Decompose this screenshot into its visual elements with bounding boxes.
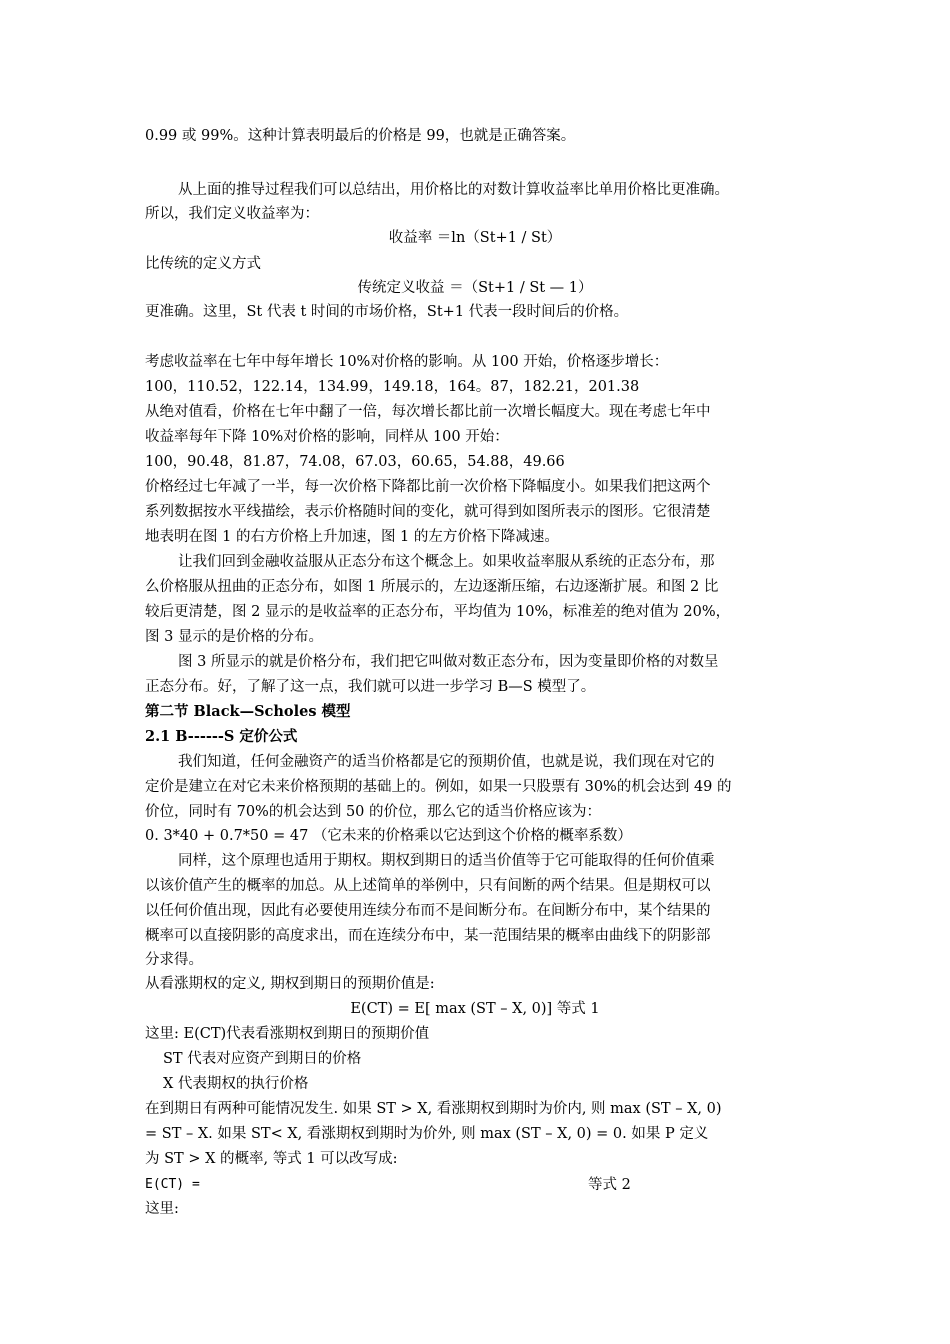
paragraph-line: 以任何价值出现，因此有必要使用连续分布而不是间断分布。在间断分布中，某个结果的 xyxy=(145,903,711,919)
paragraph-line: 概率可以直接阴影的高度求出，而在连续分布中，某一范围结果的概率由曲线下的阴影部 xyxy=(145,928,711,944)
equation-2-label: 等式 2 xyxy=(588,1177,631,1193)
paragraph-line: 为 ST > X 的概率, 等式 1 可以改写成: xyxy=(145,1151,398,1167)
paragraph-line: 价位，同时有 70%的机会达到 50 的价位，那么它的适当价格应该为： xyxy=(145,804,602,820)
formula-return-rate: 收益率 ＝ln（St+1 / St） xyxy=(388,230,562,246)
paragraph-line: 图 3 显示的是价格的分布。 xyxy=(145,629,323,645)
paragraph-line: 从上面的推导过程我们可以总结出，用价格比的对数计算收益率比单用价格比更准确。 xyxy=(178,182,729,198)
paragraph-line: 以该价值产生的概率的加总。从上述简单的举例中，只有间断的两个结果。但是期权可以 xyxy=(145,878,711,894)
definition-line: ST 代表对应资产到期日的价格 xyxy=(163,1051,362,1067)
paragraph-line: 比传统的定义方式 xyxy=(145,256,261,272)
paragraph-line: 分求得。 xyxy=(145,952,203,968)
paragraph-line: 更准确。这里，St 代表 t 时间的市场价格，St+1 代表一段时间后的价格。 xyxy=(145,304,629,320)
definition-line: X 代表期权的执行价格 xyxy=(163,1076,309,1092)
paragraph-line: 在到期日有两种可能情况发生. 如果 ST > X, 看涨期权到期时为价内, 则 max (ST – X, 0) xyxy=(145,1101,722,1117)
paragraph-line: 收益率每年下降 10%对价格的影响，同样从 100 开始： xyxy=(145,429,509,445)
paragraph-line: 同样，这个原理也适用于期权。期权到期日的适当价值等于它可能取得的任何价值乘 xyxy=(178,853,715,869)
paragraph-line: 系列数据按水平线描绘，表示价格随时间的变化，就可得到如图所表示的图形。它很清楚 xyxy=(145,504,711,520)
paragraph-line: 这里: xyxy=(145,1201,179,1217)
number-series: 100，90.48，81.87，74.08，67.03，60.65，54.88，49.66 xyxy=(145,454,565,470)
formula-expected-value: 0. 3*40 + 0.7*50 = 47 （它未来的价格乘以它达到这个价格的概率系数） xyxy=(145,828,632,844)
paragraph-line: 地表明在图 1 的右方价格上升加速，图 1 的左方价格下降减速。 xyxy=(145,529,559,545)
paragraph-line: = ST – X. 如果 ST< X, 看涨期权到期时为价外, 则 max (ST – X, 0) = 0. 如果 P 定义 xyxy=(145,1126,709,1142)
section-heading: 第二节 Black—Scholes 模型 xyxy=(145,703,351,720)
paragraph-line: 定价是建立在对它未来价格预期的基础上的。例如，如果一只股票有 30%的机会达到 49 的 xyxy=(145,779,732,795)
subsection-heading: 2.1 B------S 定价公式 xyxy=(145,728,298,745)
paragraph-line: 这里: E(CT)代表看涨期权到期日的预期价值 xyxy=(145,1026,430,1042)
paragraph-line: 正态分布。好，了解了这一点，我们就可以进一步学习 B—S 模型了。 xyxy=(145,679,596,695)
paragraph-line: 考虑收益率在七年中每年增长 10%对价格的影响。从 100 开始，价格逐步增长： xyxy=(145,354,669,370)
paragraph-line: 所以，我们定义收益率为： xyxy=(145,206,319,222)
equation-2-lhs: E(CT) = xyxy=(145,1177,200,1192)
paragraph-line: 从看涨期权的定义, 期权到期日的预期价值是: xyxy=(145,976,435,992)
paragraph-line: 价格经过七年减了一半，每一次价格下降都比前一次价格下降幅度小。如果我们把这两个 xyxy=(145,479,711,495)
number-series: 100，110.52，122.14，134.99，149.18，164。87，182.21，201.38 xyxy=(145,379,640,395)
paragraph-line: 让我们回到金融收益服从正态分布这个概念上。如果收益率服从系统的正态分布，那 xyxy=(178,554,715,570)
paragraph-line: 么价格服从扭曲的正态分布，如图 1 所展示的，左边逐渐压缩，右边逐渐扩展。和图 2 比 xyxy=(145,579,719,595)
paragraph-line: 我们知道，任何金融资产的适当价格都是它的预期价值，也就是说，我们现在对它的 xyxy=(178,754,715,770)
equation-1: E(CT) = E[ max (ST – X, 0)] 等式 1 xyxy=(350,1001,600,1017)
paragraph-line: 图 3 所显示的就是价格分布，我们把它叫做对数正态分布，因为变量即价格的对数呈 xyxy=(178,654,719,670)
paragraph-line: 较后更清楚，图 2 显示的是收益率的正态分布，平均值为 10%，标准差的绝对值为 20%， xyxy=(145,604,731,620)
formula-traditional-return: 传统定义收益 ＝（St+1 / St — 1） xyxy=(357,280,593,296)
paragraph-line: 0.99 或 99%。这种计算表明最后的价格是 99，也就是正确答案。 xyxy=(145,128,576,144)
paragraph-line: 从绝对值看，价格在七年中翻了一倍，每次增长都比前一次增长幅度大。现在考虑七年中 xyxy=(145,404,711,420)
